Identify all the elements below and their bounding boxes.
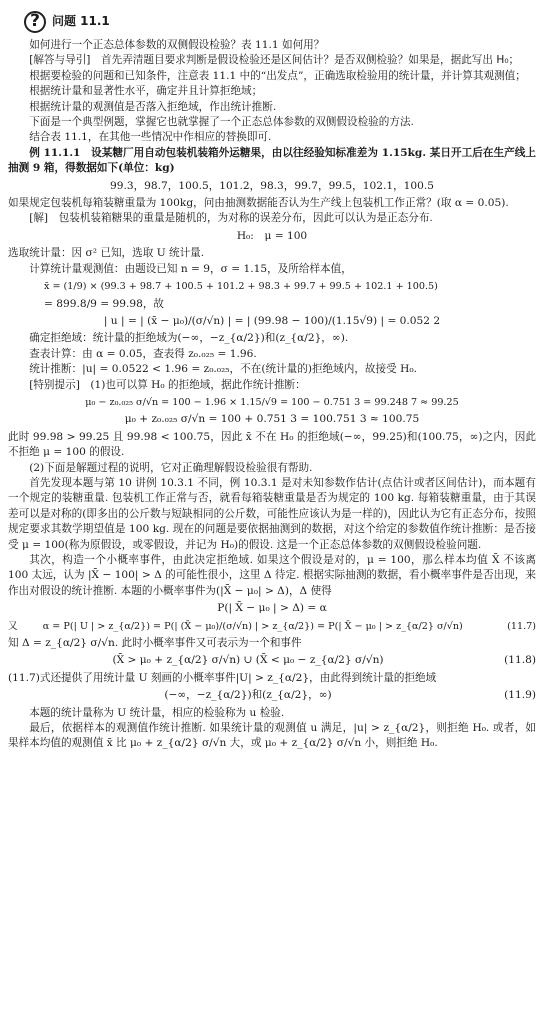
guide-paragraph-1: [解答与导引] 首先弄清题目要求判断是假设检验还是区间估计？是否双侧检验？如果是，据此写出 H₀； [29, 54, 520, 67]
guide-paragraph-6: 结合表 11.1，在其他一些情况中作相应的替换即可. [29, 131, 272, 144]
observed-value-intro: 计算统计量观测值：由题设已知 n = 9，σ = 1.15，及所给样本值， [29, 262, 352, 275]
u-test-definition: 本题的统计量称为 U 统计量，相应的检验称为 u 检验. [29, 706, 285, 719]
statistic-choice: 选取统计量：因 σ² 已知，选取 U 统计量. [8, 247, 205, 260]
delta-definition: 知 Δ = z_{α/2} σ/√n. 此时小概率事件又可表示为一个和事件 [8, 637, 302, 650]
guide-paragraph-2: 根据要检验的问题和已知条件，注意表 11.1 中的“出发点”，正确选取检验用的统计量，并计算其观测值； [29, 69, 526, 82]
sample-mean-result: = 899.8/9 = 99.98，故 [44, 297, 165, 310]
question-mark-icon: ? [24, 11, 46, 33]
equation-11-7 [8, 619, 536, 634]
equation-11-8-number: (11.8) [504, 654, 536, 667]
example-statement: 例 11.1.1 设某糖厂用自动包装机装箱外运糖果，由以往经验知标准差为 1.15kg. 某日开工后在生产线上抽测 9 箱，得数据如下(单位：kg) [8, 146, 536, 175]
special-tip-1: [特别提示] (1)也可以算 H₀ 的拒绝域，据此作统计推断： [29, 378, 306, 391]
equation-11-8-body: (X̄ > μ₀ + z_{α/2} σ/√n) ∪ (X̄ < μ₀ − z_{α/2} σ/√n) [112, 654, 384, 667]
lower-bound-equation: μ₀ − z₀.₀₂₅ σ/√n = 100 − 1.96 × 1.15/√9 = 100 − 0.751 3 = 99.248 7 ≈ 99.25 [85, 396, 459, 408]
equation-11-8 [8, 653, 536, 668]
explanation-paragraph-2: 其次，构造一个小概率事件，由此决定拒绝域. 如果这个假设是对的，μ = 100，那么样本均值 X̄ 不该离 100 太远，认为 |X̄ − 100| > Δ 的可能性很小，这里 Δ 待定. 根据实际抽测的数据，看小概率事件是否出现，来作出对假设的统计推断. 本题的小概率事件为(|X̄ − μ₀| > Δ)，Δ 使得 [8, 554, 536, 597]
equation-11-7-number: (11.7) [507, 620, 536, 632]
equation-11-7-body: α = P(| U | > z_{α/2}) = P(| (X̄ − μ₀)/(σ/√n) | > z_{α/2}) = P(| X̄ − μ₀ | > z_{α/2} σ/√n) [42, 620, 463, 632]
equation-11-9 [8, 688, 536, 703]
sample-data-line: 99.3，98.7，100.5，101.2，98.3，99.7，99.5，102.1，100.5 [110, 179, 434, 192]
rejection-region: 确定拒绝域：统计量的拒绝域为(−∞，−z_{α/2})和(z_{α/2}，∞). [29, 332, 349, 345]
upper-bound-equation: μ₀ + z₀.₀₂₅ σ/√n = 100 + 0.751 3 = 100.751 3 ≈ 100.75 [124, 413, 420, 426]
u-statistic-equation: | u | = | (x̄ − μ₀)/(σ/√n) | = | (99.98 − 100)/(1.15√9) | = 0.052 2 [103, 314, 441, 327]
explanation-paragraph-1: 首先发现本题与第 10 讲例 10.3.1 不同，例 10.3.1 是对未知参数作估计(点估计或者区间估计)，而本题有一个规定的装糖重量. 包装机工作正常与否，就看每箱装糖重量是否为规定的 100 kg. 每箱装糖重量，由于其误差可以是对称的(即多出的公斤数与短缺相同的公斤数，可能性应该认为是一样的)，因此认为它有正态分布，按照规定要求其数学期望值是 100 kg. 现在的问题是要依据抽测到的数据，对这个给定的参数值作统计推断：是否接受 μ = 100(称为原假设，或零假设，并记为 H₀)的假设. 这是一个正态总体参数的双侧假设检验问题. [8, 476, 536, 551]
equation-11-9-body: (−∞，−z_{α/2})和(z_{α/2}，∞) [164, 689, 332, 702]
solution-intro: [解] 包装机装箱糖果的重量是随机的，为对称的误差分布，因此可以认为是正态分布. [29, 212, 433, 225]
statistical-inference: 统计推断：|u| = 0.0522 < 1.96 = z₀.₀₂₅，不在(统计量的)拒绝域内，故接受 H₀. [29, 363, 417, 376]
example-question: 如果规定包装机每箱装糖重量为 100kg，问由抽测数据能否认为生产线上包装机工作正常？(取 α = 0.05). [8, 197, 509, 210]
you-label: 又 [8, 620, 18, 632]
probability-equation: P(| X̄ − μ₀ | > Δ) = α [217, 602, 327, 615]
question-title: 问题 11.1 [52, 14, 110, 29]
guide-paragraph-5: 下面是一个典型例题，掌握它也就掌握了一个正态总体参数的双侧假设检验的方法. [29, 116, 414, 129]
null-hypothesis: H₀: μ = 100 [236, 229, 308, 242]
equation-11-9-intro: (11.7)式还提供了用统计量 U 刻画的小概率事件|U| > z_{α/2}，由此得到统计量的拒绝域 [8, 671, 437, 684]
final-inference: 最后，依据样本的观测值作统计推断. 如果统计量的观测值 u 满足，|u| > z_{α/2}，则拒绝 H₀. 或者，如果样本均值的观测值 x̄ 比 μ₀ + z_{α/2} σ/√n 大，或 μ₀ + z_{α/2} σ/√n 小，则拒绝 H₀. [8, 722, 536, 750]
table-lookup: 查表计算：由 α = 0.05，查表得 z₀.₀₂₅ = 1.96. [29, 347, 257, 360]
special-tip-2: (2)下面是解题过程的说明，它对正确理解假设检验很有帮助. [29, 461, 313, 474]
equation-11-9-number: (11.9) [504, 689, 536, 702]
tip-conclusion: 此时 99.98 > 99.25 且 99.98 < 100.75，因此 x̄ 不在 H₀ 的拒绝域(−∞，99.25)和(100.75，∞)之内，因此不拒绝 μ = 100 的假设. [8, 430, 536, 459]
guide-paragraph-4: 根据统计量的观测值是否落入拒绝域，作出统计推断. [29, 100, 277, 113]
guide-paragraph-3: 根据统计量和显著性水平，确定并且计算拒绝域； [29, 85, 263, 98]
sample-mean-equation: x̄ = (1/9) × (99.3 + 98.7 + 100.5 + 101.2 + 98.3 + 99.7 + 99.5 + 102.1 + 100.5) [44, 281, 438, 293]
question-text: 如何进行一个正态总体参数的双侧假设检验？表 11.1 如何用？ [29, 39, 325, 51]
question-header [8, 6, 536, 38]
